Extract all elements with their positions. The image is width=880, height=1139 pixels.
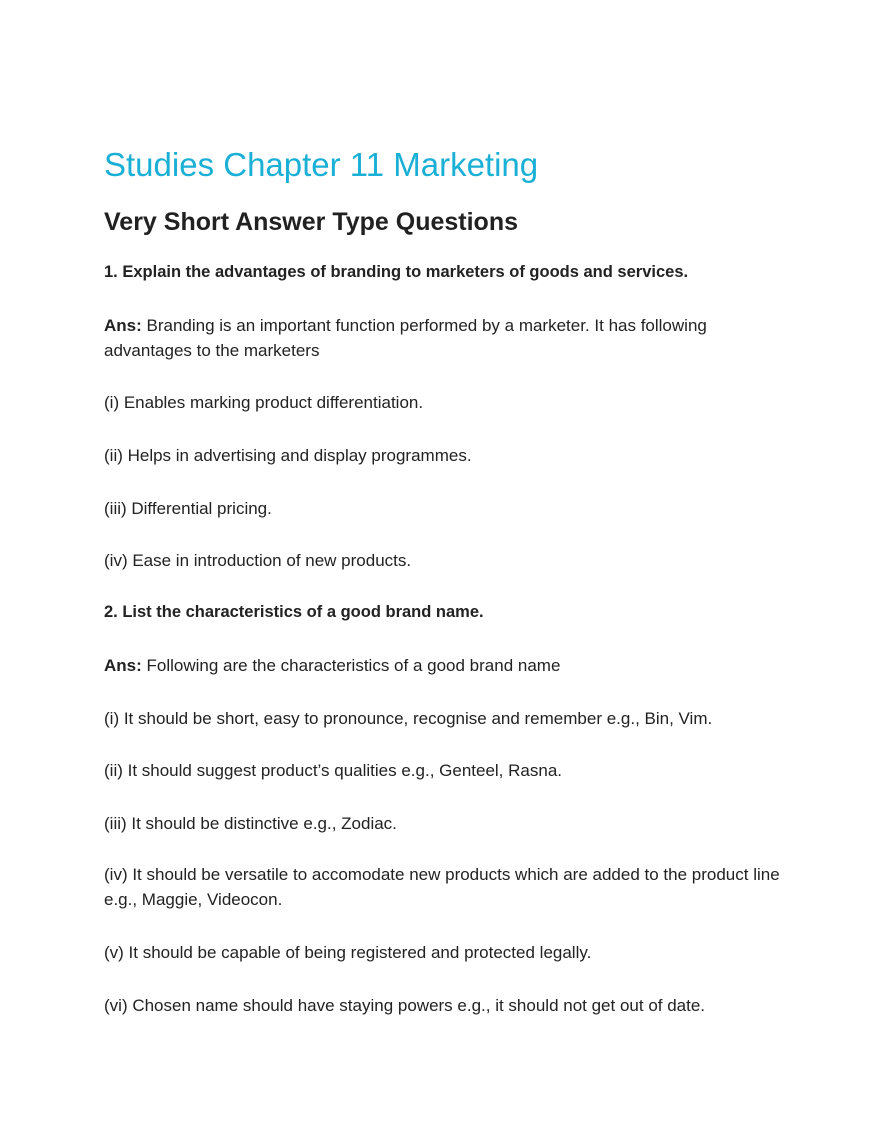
answer-1: [104, 313, 784, 363]
question-1: 1. Explain the advantages of branding to marketers of goods and services.: [104, 263, 689, 281]
answer-intro: Following are the characteristics of a good brand name: [141, 656, 561, 675]
answer-point: (i) It should be short, easy to pronounce, recognise and remember e.g., Bin, Vim.: [104, 709, 713, 728]
answer-point: (iv) Ease in introduction of new products.: [104, 551, 412, 570]
section-heading: Very Short Answer Type Questions: [104, 208, 519, 236]
answer-point: (iv) It should be versatile to accomodate new products which are added to the product line e.g., Maggie, Videocon.: [104, 865, 780, 909]
answer-label: Ans:: [104, 656, 142, 675]
answer-point: (iii) Differential pricing.: [104, 499, 272, 518]
answer-2: [104, 653, 784, 678]
answer-point: (i) Enables marking product differentiation.: [104, 393, 424, 412]
answer-point: (ii) Helps in advertising and display programmes.: [104, 446, 472, 465]
answer-label: Ans:: [104, 316, 142, 335]
answer-point: (ii) It should suggest product’s qualities e.g., Genteel, Rasna.: [104, 761, 562, 780]
answer-point: (iii) It should be distinctive e.g., Zodiac.: [104, 814, 397, 833]
answer-intro: Branding is an important function performed by a marketer. It has following advantages to the marketers: [104, 316, 707, 360]
question-2: 2. List the characteristics of a good brand name.: [104, 603, 484, 621]
page-title: Studies Chapter 11 Marketing: [104, 146, 539, 183]
answer-point: (v) It should be capable of being registered and protected legally.: [104, 943, 592, 962]
answer-point: (vi) Chosen name should have staying powers e.g., it should not get out of date.: [104, 996, 706, 1015]
